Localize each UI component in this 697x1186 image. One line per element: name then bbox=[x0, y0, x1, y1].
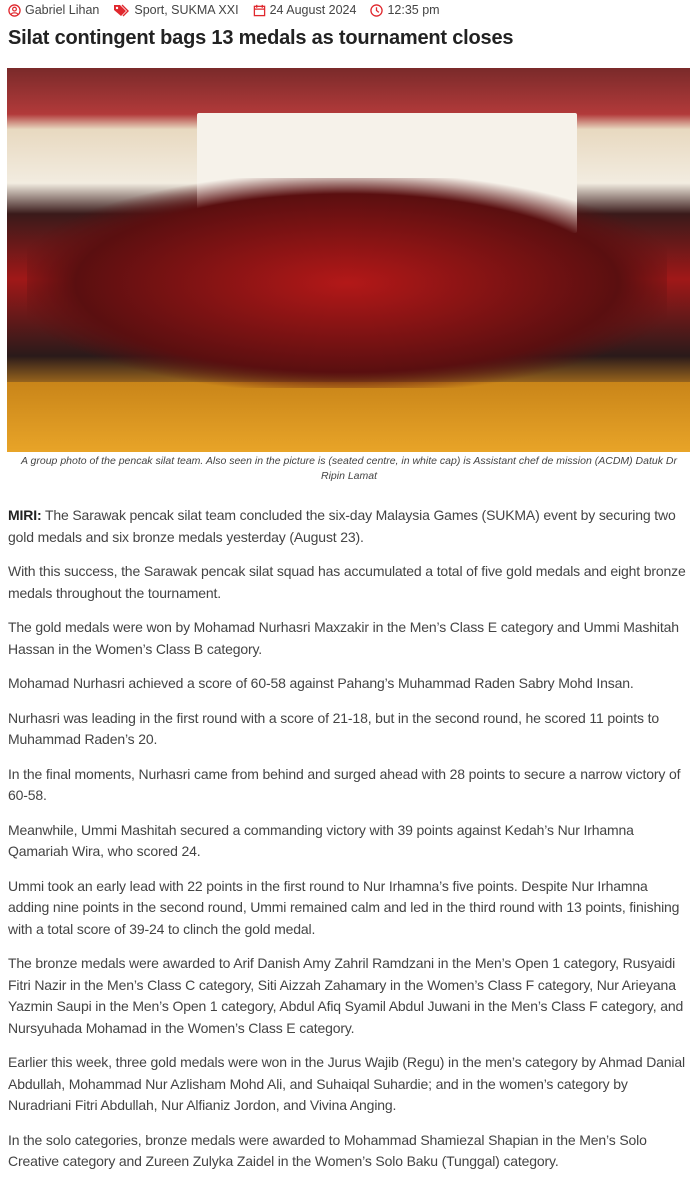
category-links[interactable]: Sport, SUKMA XXI bbox=[134, 3, 239, 17]
article-meta bbox=[8, 2, 454, 18]
paragraph: In the solo categories, bronze medals were awarded to Mohammad Shamiezal Shapian in the Men’s Solo Creative category and Zureen Zulyka Zaidel in the Women’s Solo Baku (Tunggal) category. bbox=[8, 1131, 647, 1169]
paragraph: In the final moments, Nurhasri came from behind and surged ahead with 28 points to secure a narrow victory of 60-58. bbox=[8, 765, 681, 803]
clock-icon bbox=[370, 4, 383, 17]
dateline: MIRI: bbox=[8, 507, 42, 523]
author-name: Gabriel Lihan bbox=[25, 3, 100, 17]
paragraph: With this success, the Sarawak pencak silat squad has accumulated a total of five gold medals and eight bronze medals throughout the tournament. bbox=[8, 563, 686, 601]
paragraph: Mohamad Nurhasri achieved a score of 60-58 against Pahang’s Muhammad Raden Sabry Mohd Insan. bbox=[8, 675, 634, 691]
team-group bbox=[27, 178, 667, 388]
time-text: 12:35 pm bbox=[387, 3, 440, 17]
paragraph: Ummi took an early lead with 22 points in the first round to Nur Irhamna’s five points. Despite Nur Irhamna adding nine points in the second round, Ummi remained calm and led in the third round with 13 points, finishing with a total score of 39-24 to clinch the gold medal. bbox=[8, 877, 680, 937]
article-title: Silat contingent bags 13 medals as tournament closes bbox=[8, 27, 514, 49]
paragraph: Nurhasri was leading in the first round with a score of 21-18, but in the second round, he scored 11 points to Muhammad Raden’s 20. bbox=[8, 709, 659, 747]
lead-paragraph bbox=[8, 505, 692, 548]
publish-time bbox=[370, 3, 439, 17]
photo-floor bbox=[7, 382, 690, 452]
date-text: 24 August 2024 bbox=[269, 3, 357, 17]
paragraph: Earlier this week, three gold medals were won in the Jurus Wajib (Regu) in the men’s category by Ahmad Danial Abdullah, Mohammad Nur Azlisham Mohd Ali, and Suhaiqal Suhardie; and in the women’s category by Nuradriani Fitri Abdullah, Nur Alfianiz Jordon, and Vivina Anging. bbox=[8, 1054, 685, 1113]
tags-icon bbox=[113, 4, 130, 17]
lead-text: The Sarawak pencak silat team concluded the six-day Malaysia Games (SUKMA) event by securing two gold medals and six bronze medals yesterday (August 23). bbox=[8, 507, 676, 545]
user-icon bbox=[8, 4, 21, 17]
article-photo[interactable] bbox=[7, 68, 690, 452]
article-body bbox=[8, 505, 692, 1186]
paragraph: The bronze medals were awarded to Arif Danish Amy Zahril Ramdzani in the Men’s Open 1 category, Rusyaidi Fitri Nazir in the Men’s Class C category, Siti Aizzah Zahamary in the Women’s Class F category, Nur Arieyana Yazmin Saupi in the Men’s Open 1 category, Abdul Afiq Syamil Abdul Juwani in the Men’s Class F category, and Nursyuhada Mohamad in the Women’s Class E category. bbox=[8, 955, 684, 1036]
photo-caption: A group photo of the pencak silat team. Also seen in the picture is (seated centre, in white cap) is Assistant chef de mission (ACDM) Datuk Dr Ripin Lamat bbox=[21, 455, 677, 482]
paragraph: The gold medals were won by Mohamad Nurhasri Maxzakir in the Men’s Class E category and Ummi Mashitah Hassan in the Women’s Class B category. bbox=[8, 619, 679, 657]
calendar-icon bbox=[253, 4, 266, 17]
paragraph: Meanwhile, Ummi Mashitah secured a commanding victory with 39 points against Kedah’s Nur Irhamna Qamariah Wira, who scored 24. bbox=[8, 821, 634, 859]
publish-date bbox=[253, 3, 357, 17]
author[interactable] bbox=[8, 3, 99, 17]
categories[interactable] bbox=[113, 3, 238, 17]
